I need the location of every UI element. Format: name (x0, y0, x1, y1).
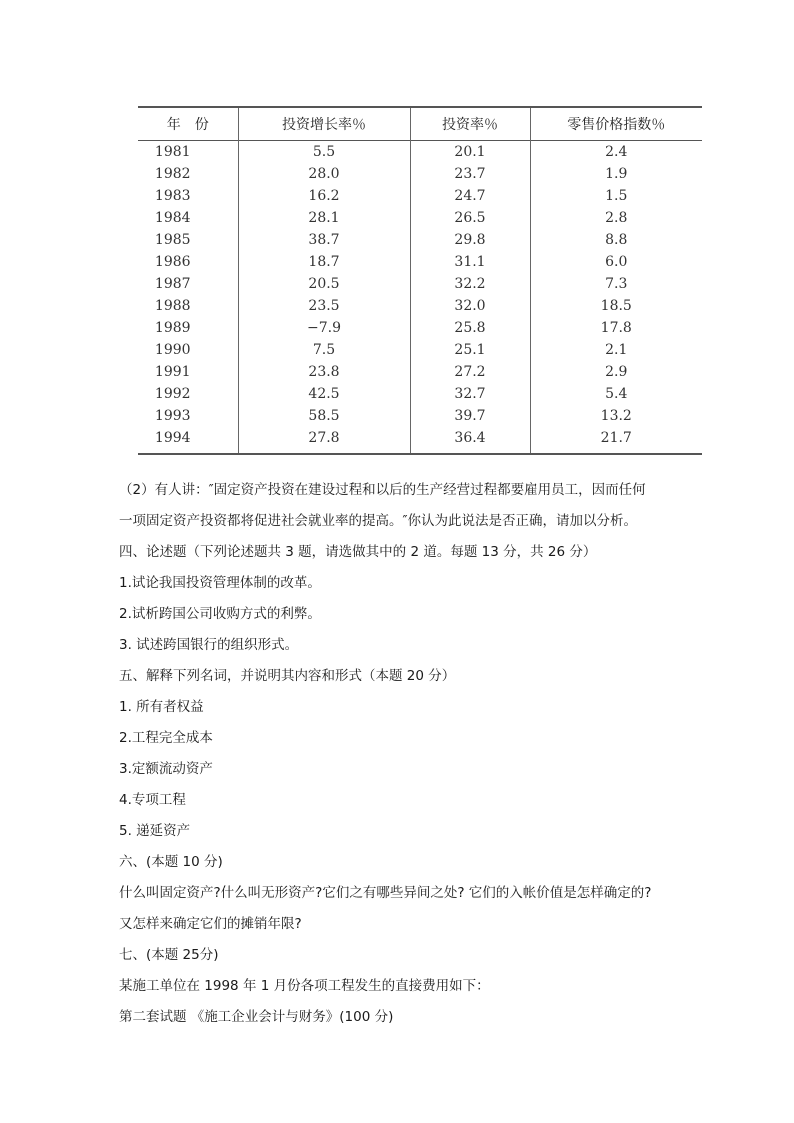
investment-growth-cell: 28.0 (238, 163, 410, 185)
retail-price-index-cell: 6.0 (530, 251, 702, 273)
retail-price-index-cell: 5.4 (530, 383, 702, 405)
year-cell: 1987 (154, 276, 191, 292)
year-cell: 1990 (154, 342, 191, 358)
retail-price-index-cell: 2.4 (530, 141, 702, 164)
investment-rate-cell: 23.7 (410, 163, 530, 185)
table-body (138, 141, 702, 455)
table-row (138, 273, 702, 295)
investment-rate-cell: 36.4 (410, 427, 530, 454)
investment-growth-cell: 5.5 (238, 141, 410, 164)
investment-growth-cell: 27.8 (238, 427, 410, 454)
retail-price-index-cell: 17.8 (530, 317, 702, 339)
table-row (138, 295, 702, 317)
text-line: 四、论述题（下列论述题共 3 题，请选做其中的 2 道。每题 13 分，共 26 分） (119, 544, 597, 560)
retail-price-index-cell: 1.5 (530, 185, 702, 207)
table-row (138, 229, 702, 251)
investment-growth-cell: 23.8 (238, 361, 410, 383)
table-row (138, 361, 702, 383)
retail-price-index-cell: 7.3 (530, 273, 702, 295)
retail-price-index-cell: 2.9 (530, 361, 702, 383)
investment-growth-cell: 20.5 (238, 273, 410, 295)
investment-rate-cell: 29.8 (410, 229, 530, 251)
text-line: 又怎样来确定它们的摊销年限? (119, 916, 302, 932)
text-line: 4.专项工程 (119, 792, 186, 808)
year-cell: 1983 (154, 188, 191, 204)
year-cell: 1991 (154, 364, 191, 380)
investment-rate-cell: 25.8 (410, 317, 530, 339)
text-line: 第二套试题 《施工企业会计与财务》(100 分) (119, 1009, 394, 1025)
year-cell: 1982 (154, 166, 191, 182)
table-row (138, 185, 702, 207)
retail-price-index-cell: 2.8 (530, 207, 702, 229)
investment-rate-cell: 39.7 (410, 405, 530, 427)
investment-rate-cell: 24.7 (410, 185, 530, 207)
investment-growth-cell: 42.5 (238, 383, 410, 405)
investment-rate-cell: 27.2 (410, 361, 530, 383)
investment-growth-cell: −7.9 (238, 317, 410, 339)
investment-growth-cell: 58.5 (238, 405, 410, 427)
year-cell: 1985 (154, 232, 191, 248)
investment-growth-cell: 23.5 (238, 295, 410, 317)
text-line: 2.工程完全成本 (119, 730, 213, 746)
text-line: 五、解释下列名词，并说明其内容和形式（本题 20 分） (119, 668, 456, 684)
year-cell: 1984 (154, 210, 191, 226)
table-header-row (138, 107, 702, 141)
text-line: 某施工单位在 1998 年 1 月份各项工程发生的直接费用如下： (119, 978, 490, 994)
table-row (138, 251, 702, 273)
investment-rate-cell: 32.0 (410, 295, 530, 317)
year-cell: 1994 (154, 430, 191, 446)
investment-growth-cell: 38.7 (238, 229, 410, 251)
investment-rate-cell: 20.1 (410, 141, 530, 164)
document-body (119, 475, 699, 1033)
investment-rate-cell: 32.7 (410, 383, 530, 405)
col-header-year: 年 份 (166, 117, 209, 133)
year-cell: 1986 (154, 254, 191, 270)
data-table-container (138, 106, 702, 455)
retail-price-index-cell: 1.9 (530, 163, 702, 185)
year-cell: 1992 (154, 386, 191, 402)
year-cell: 1993 (154, 408, 191, 424)
text-line: 3.定额流动资产 (119, 761, 213, 777)
table-row (138, 427, 702, 454)
investment-rate-cell: 31.1 (410, 251, 530, 273)
table-row (138, 163, 702, 185)
text-line: （2）有人讲：″固定资产投资在建设过程和以后的生产经营过程都要雇用员工，因而任何 (119, 482, 646, 498)
col-header-investment-rate: 投资率％ (410, 107, 530, 141)
investment-growth-cell: 18.7 (238, 251, 410, 273)
text-line: 六、(本题 10 分) (119, 854, 223, 870)
text-line: 七、(本题 25分) (119, 947, 219, 963)
retail-price-index-cell: 8.8 (530, 229, 702, 251)
col-header-retail-price-index: 零售价格指数％ (530, 107, 702, 141)
table-row (138, 383, 702, 405)
table-row (138, 339, 702, 361)
investment-rate-cell: 25.1 (410, 339, 530, 361)
text-line: 2.试析跨国公司收购方式的利弊。 (119, 606, 321, 622)
investment-table (138, 106, 702, 455)
investment-rate-cell: 26.5 (410, 207, 530, 229)
text-line: 一项固定资产投资都将促进社会就业率的提高。″你认为此说法是否正确，请加以分析。 (119, 513, 638, 529)
retail-price-index-cell: 21.7 (530, 427, 702, 454)
investment-growth-cell: 7.5 (238, 339, 410, 361)
text-line: 5. 递延资产 (119, 823, 191, 839)
retail-price-index-cell: 18.5 (530, 295, 702, 317)
table-row (138, 405, 702, 427)
table-row (138, 207, 702, 229)
investment-growth-cell: 28.1 (238, 207, 410, 229)
year-cell: 1988 (154, 298, 191, 314)
retail-price-index-cell: 2.1 (530, 339, 702, 361)
table-row (138, 317, 702, 339)
text-line: 3. 试述跨国银行的组织形式。 (119, 637, 299, 653)
year-cell: 1989 (154, 320, 191, 336)
text-line: 什么叫固定资产?什么叫无形资产?它们之有哪些异间之处? 它们的入帐价值是怎样确定的? (119, 885, 652, 901)
investment-growth-cell: 16.2 (238, 185, 410, 207)
table-row (138, 141, 702, 164)
retail-price-index-cell: 13.2 (530, 405, 702, 427)
text-line: 1.试论我国投资管理体制的改革。 (119, 575, 321, 591)
text-line: 1. 所有者权益 (119, 699, 204, 715)
col-header-investment-growth: 投资增长率％ (238, 107, 410, 141)
year-cell: 1981 (154, 144, 191, 160)
investment-rate-cell: 32.2 (410, 273, 530, 295)
